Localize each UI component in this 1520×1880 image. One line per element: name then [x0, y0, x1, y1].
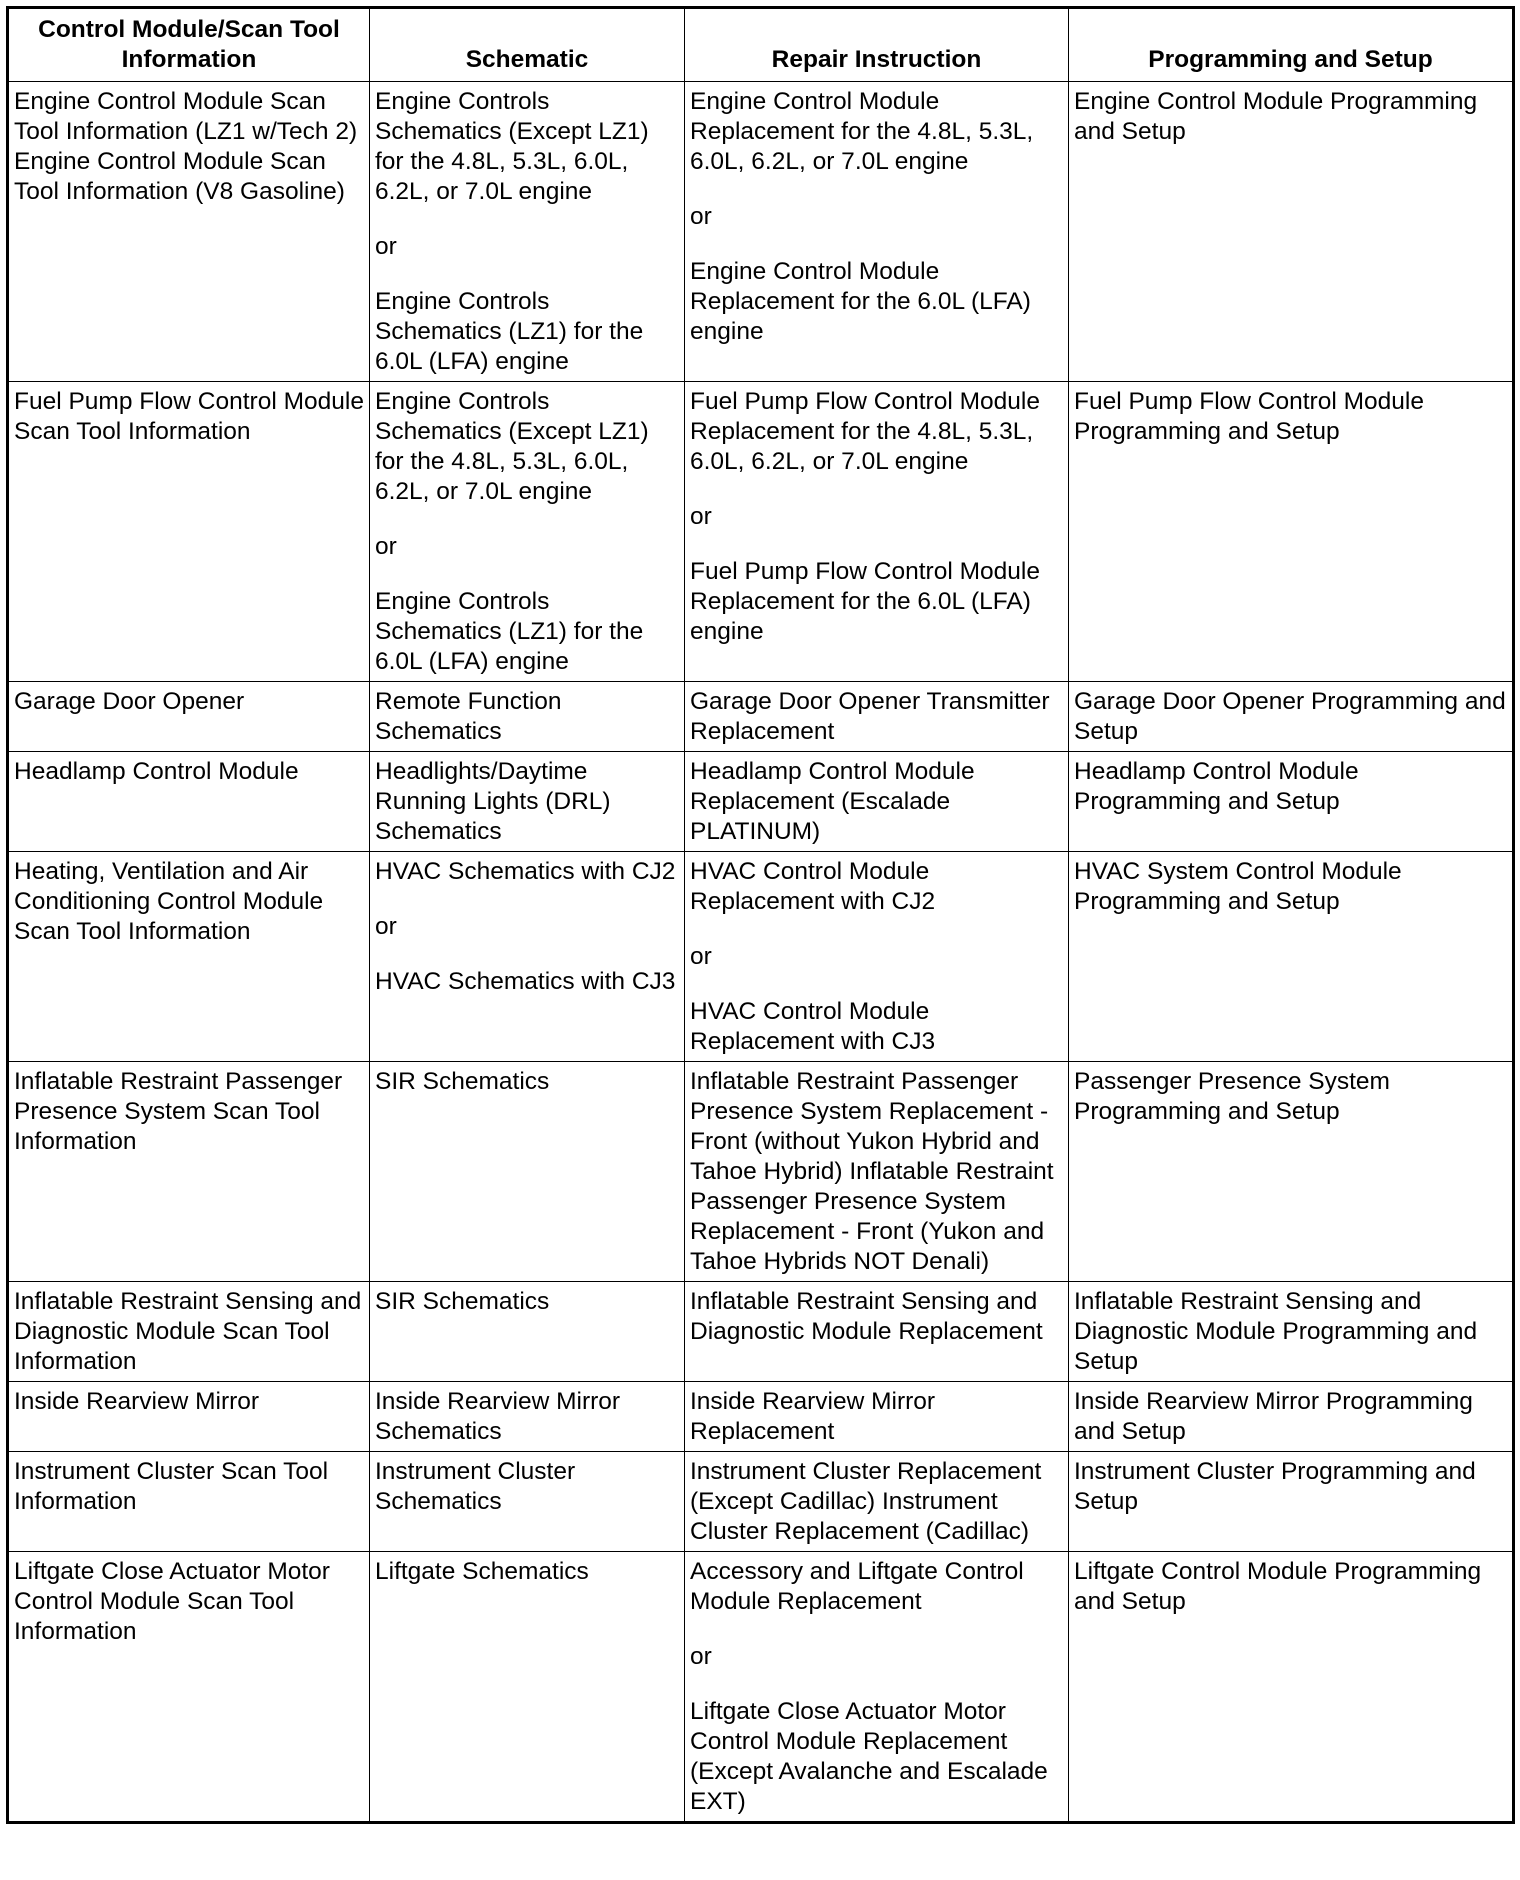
header-programming-setup: Programming and Setup [1069, 8, 1514, 82]
cell-text: Engine Control Module Programming and Setup [1074, 88, 1478, 145]
programming-setup-cell [1069, 82, 1514, 382]
cell-text: HVAC Control Module Replacement with CJ3 [690, 998, 936, 1055]
or-separator: or [690, 1643, 712, 1670]
module-cell [8, 1382, 370, 1452]
cell-text: HVAC Schematics with CJ2 [375, 858, 676, 885]
module-cell [8, 1452, 370, 1552]
cell-text: Liftgate Close Actuator Motor Control Module Scan Tool Information [14, 1558, 330, 1645]
cell-text: Engine Control Module Scan Tool Information (LZ1 w/Tech 2) Engine Control Module Scan Tool Information (V8 Gasoline) [14, 88, 358, 205]
cell-text: Headlamp Control Module Programming and Setup [1074, 758, 1359, 815]
schematic-cell [370, 1452, 685, 1552]
cell-text: Remote Function Schematics [375, 688, 562, 745]
programming-setup-cell [1069, 1062, 1514, 1282]
programming-setup-cell [1069, 382, 1514, 682]
cell-text: Inflatable Restraint Sensing and Diagnostic Module Scan Tool Information [14, 1288, 362, 1375]
programming-setup-cell [1069, 1282, 1514, 1382]
cell-text: Headlamp Control Module [14, 758, 299, 785]
module-cell [8, 752, 370, 852]
header-module: Control Module/Scan Tool Information [8, 8, 370, 82]
programming-setup-cell [1069, 682, 1514, 752]
cell-text: Instrument Cluster Programming and Setup [1074, 1458, 1476, 1515]
table-row [8, 1062, 1514, 1282]
module-cell [8, 1062, 370, 1282]
cell-text: Inflatable Restraint Passenger Presence System Replacement - Front (without Yukon Hybrid and Tahoe Hybrid) Inflatable Restraint Passenger Presence System Replacement - Front (Yukon and Tahoe Hybrids NOT Denali) [690, 1068, 1054, 1275]
table-row [8, 382, 1514, 682]
cell-text: HVAC System Control Module Programming and Setup [1074, 858, 1402, 915]
repair-instruction-cell [685, 1062, 1069, 1282]
cell-text: Fuel Pump Flow Control Module Replacement for the 6.0L (LFA) engine [690, 558, 1040, 645]
module-cell [8, 852, 370, 1062]
cell-text: HVAC Control Module Replacement with CJ2 [690, 858, 936, 915]
repair-instruction-cell [685, 852, 1069, 1062]
schematic-cell [370, 682, 685, 752]
module-cell [8, 82, 370, 382]
or-separator: or [375, 533, 397, 560]
cell-text: Inflatable Restraint Sensing and Diagnostic Module Programming and Setup [1074, 1288, 1478, 1375]
cell-text: Garage Door Opener [14, 688, 245, 715]
cell-text: Engine Controls Schematics (Except LZ1) for the 4.8L, 5.3L, 6.0L, 6.2L, or 7.0L engine [375, 388, 649, 505]
repair-instruction-cell [685, 1282, 1069, 1382]
table-row [8, 1382, 1514, 1452]
table-row [8, 1282, 1514, 1382]
or-separator: or [690, 943, 712, 970]
cell-text: Engine Controls Schematics (LZ1) for the 6.0L (LFA) engine [375, 288, 644, 375]
cell-text: Headlamp Control Module Replacement (Escalade PLATINUM) [690, 758, 975, 845]
schematic-cell [370, 1552, 685, 1823]
or-separator: or [375, 913, 397, 940]
cell-text: Fuel Pump Flow Control Module Programming and Setup [1074, 388, 1424, 445]
programming-setup-cell [1069, 1382, 1514, 1452]
repair-instruction-cell [685, 1452, 1069, 1552]
header-repair-instruction: Repair Instruction [685, 8, 1069, 82]
cell-text: Heating, Ventilation and Air Conditioning Control Module Scan Tool Information [14, 858, 324, 945]
cell-text: Liftgate Schematics [375, 1558, 589, 1585]
cell-text: Passenger Presence System Programming and Setup [1074, 1068, 1390, 1125]
table-row [8, 1452, 1514, 1552]
cell-text: SIR Schematics [375, 1068, 550, 1095]
schematic-cell [370, 382, 685, 682]
cell-text: Inside Rearview Mirror Programming and Setup [1074, 1388, 1473, 1445]
schematic-cell [370, 1382, 685, 1452]
table-row [8, 752, 1514, 852]
programming-setup-cell [1069, 852, 1514, 1062]
cell-text: HVAC Schematics with CJ3 [375, 968, 676, 995]
cell-text: Fuel Pump Flow Control Module Scan Tool Information [14, 388, 364, 445]
cell-text: Garage Door Opener Programming and Setup [1074, 688, 1506, 745]
module-cell [8, 1552, 370, 1823]
header-schematic: Schematic [370, 8, 685, 82]
programming-setup-cell [1069, 1452, 1514, 1552]
cell-text: Inflatable Restraint Sensing and Diagnostic Module Replacement [690, 1288, 1043, 1345]
module-cell [8, 1282, 370, 1382]
cell-text: Liftgate Control Module Programming and Setup [1074, 1558, 1482, 1615]
cell-text: Engine Controls Schematics (LZ1) for the 6.0L (LFA) engine [375, 588, 644, 675]
header-row [8, 8, 1514, 82]
repair-instruction-cell [685, 382, 1069, 682]
schematic-cell [370, 852, 685, 1062]
table-body [8, 82, 1514, 1823]
cell-text: Headlights/Daytime Running Lights (DRL) Schematics [375, 758, 611, 845]
repair-instruction-cell [685, 682, 1069, 752]
module-cell [8, 382, 370, 682]
cell-text: Engine Control Module Replacement for the 6.0L (LFA) engine [690, 258, 1031, 345]
cell-text: Inside Rearview Mirror [14, 1388, 260, 1415]
programming-setup-cell [1069, 1552, 1514, 1823]
repair-instruction-cell [685, 752, 1069, 852]
cell-text: Fuel Pump Flow Control Module Replacement for the 4.8L, 5.3L, 6.0L, 6.2L, or 7.0L engine [690, 388, 1040, 475]
table-row [8, 682, 1514, 752]
repair-instruction-cell [685, 1552, 1069, 1823]
cell-text: Instrument Cluster Scan Tool Information [14, 1458, 329, 1515]
or-separator: or [690, 503, 712, 530]
repair-instruction-cell [685, 1382, 1069, 1452]
schematic-cell [370, 82, 685, 382]
table-row [8, 852, 1514, 1062]
cell-text: Inside Rearview Mirror Schematics [375, 1388, 621, 1445]
cell-text: Accessory and Liftgate Control Module Replacement [690, 1558, 1024, 1615]
cell-text: Inflatable Restraint Passenger Presence System Scan Tool Information [14, 1068, 343, 1155]
cell-text: Instrument Cluster Schematics [375, 1458, 576, 1515]
control-module-reference-table [6, 6, 1515, 1824]
schematic-cell [370, 752, 685, 852]
table-row [8, 82, 1514, 382]
or-separator: or [690, 203, 712, 230]
cell-text: Engine Controls Schematics (Except LZ1) for the 4.8L, 5.3L, 6.0L, 6.2L, or 7.0L engine [375, 88, 649, 205]
table-row [8, 1552, 1514, 1823]
cell-text: SIR Schematics [375, 1288, 550, 1315]
cell-text: Garage Door Opener Transmitter Replacement [690, 688, 1050, 745]
cell-text: Engine Control Module Replacement for the 4.8L, 5.3L, 6.0L, 6.2L, or 7.0L engine [690, 88, 1034, 175]
table-header [8, 8, 1514, 82]
programming-setup-cell [1069, 752, 1514, 852]
repair-instruction-cell [685, 82, 1069, 382]
cell-text: Inside Rearview Mirror Replacement [690, 1388, 936, 1445]
cell-text: Liftgate Close Actuator Motor Control Module Replacement (Except Avalanche and Escalade EXT) [690, 1698, 1048, 1815]
schematic-cell [370, 1282, 685, 1382]
schematic-cell [370, 1062, 685, 1282]
cell-text: Instrument Cluster Replacement (Except Cadillac) Instrument Cluster Replacement (Cadillac) [690, 1458, 1042, 1545]
or-separator: or [375, 233, 397, 260]
module-cell [8, 682, 370, 752]
